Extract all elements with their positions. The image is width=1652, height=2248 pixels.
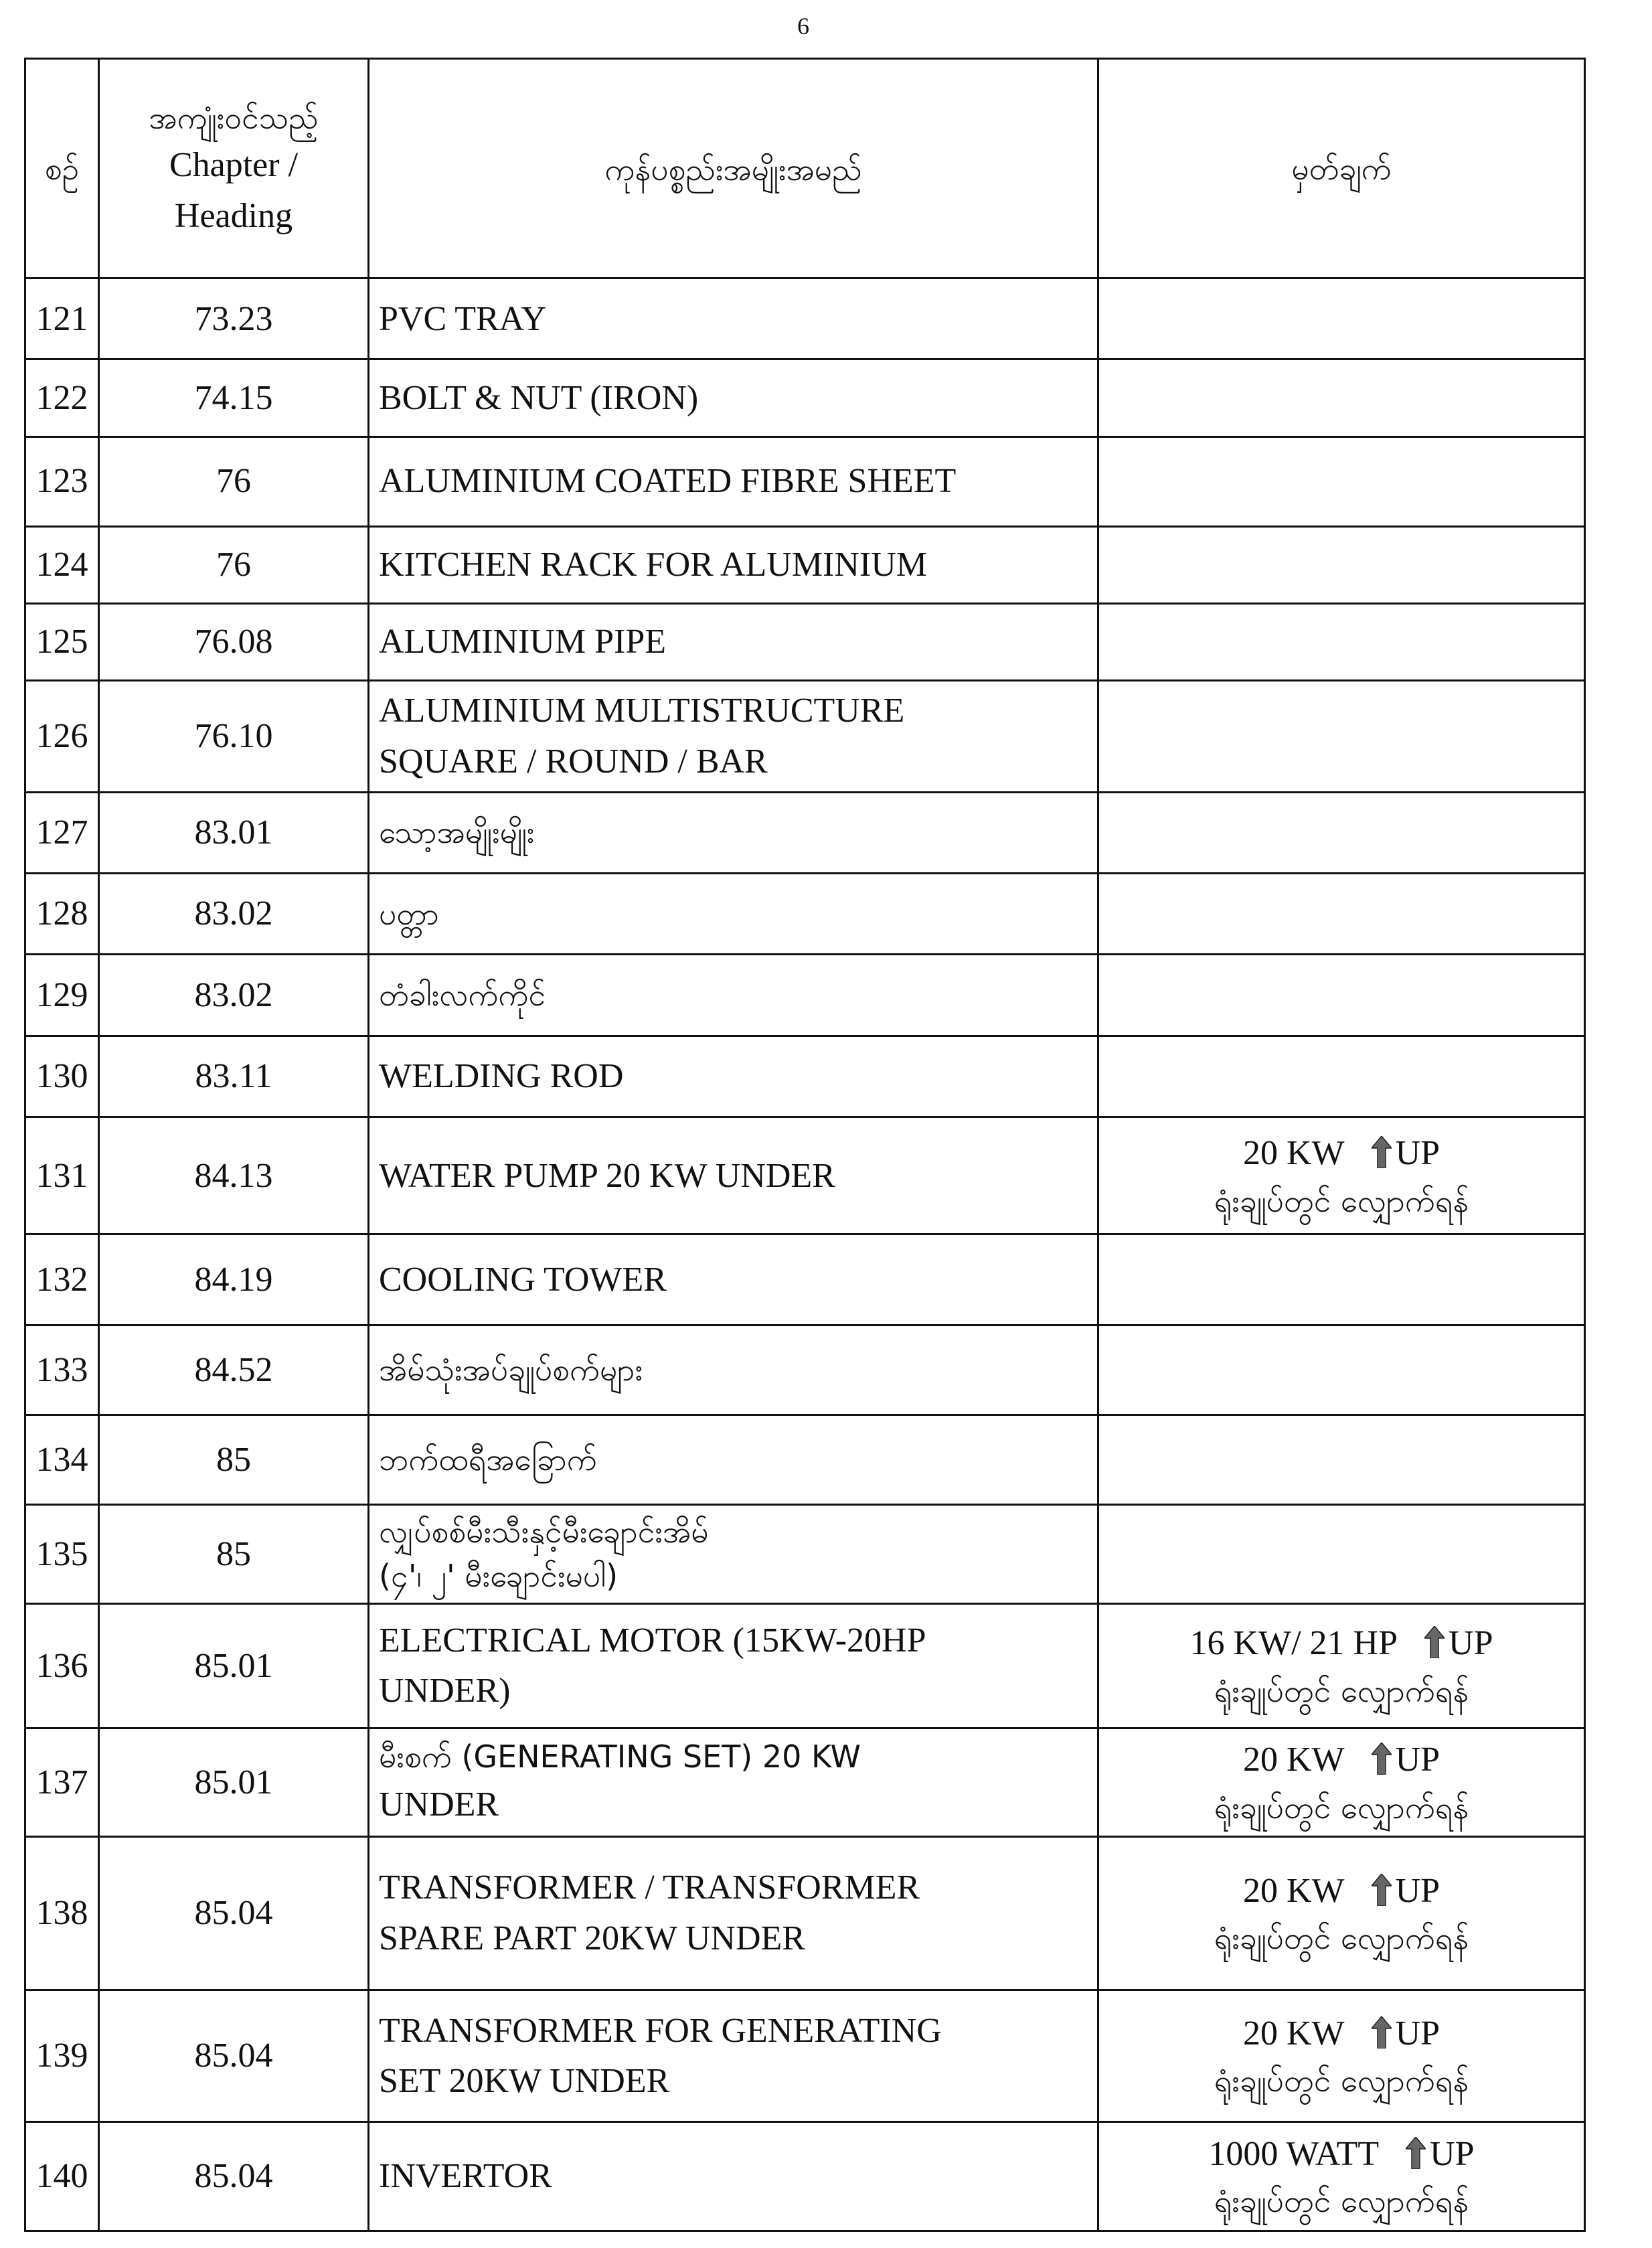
goods-name-line: ဘက်ထရီအခြောက် <box>379 1441 597 1477</box>
goods-name-cell <box>369 955 1098 1036</box>
remark-cell <box>1098 1504 1585 1604</box>
table-body <box>25 278 1585 2231</box>
header-chapter-heading: အကျုံးဝင်သည့် Chapter / Heading <box>99 59 369 278</box>
remark-up-label: UP <box>1395 1134 1440 1173</box>
goods-name-line: TRANSFORMER FOR GENERATING <box>379 2011 942 2050</box>
goods-name-cell <box>369 681 1098 793</box>
remark-note: ရုံးချုပ်တွင် လျှောက်ရန် <box>1214 1672 1469 1709</box>
goods-name-line: (၄'၊ ၂' မီးချောင်းမပါ) <box>379 1558 618 1595</box>
goods-name-cell <box>369 603 1098 680</box>
chapter-heading-cell: 83.02 <box>99 955 369 1036</box>
chapter-heading-cell: 84.52 <box>99 1326 369 1415</box>
goods-name-line: တံခါးလက်ကိုင် <box>379 977 546 1014</box>
remark-value: 20 KW <box>1242 2014 1345 2053</box>
chapter-heading-cell: 83.11 <box>99 1036 369 1117</box>
table-row <box>25 681 1585 793</box>
remark-up-label: UP <box>1395 2014 1440 2053</box>
chapter-heading-cell: 85.04 <box>99 2122 369 2231</box>
serial-number-cell: 122 <box>25 359 99 436</box>
header-serial-number: စဉ် <box>25 59 99 278</box>
remark-up-label: UP <box>1430 2135 1475 2174</box>
goods-name-cell <box>369 1234 1098 1326</box>
goods-name-cell <box>369 1326 1098 1415</box>
goods-name-line: ALUMINIUM MULTISTRUCTURE <box>379 692 905 730</box>
serial-number-cell: 124 <box>25 526 99 603</box>
remark-cell <box>1098 1990 1585 2122</box>
chapter-heading-cell: 76 <box>99 436 369 526</box>
serial-number-cell: 123 <box>25 436 99 526</box>
remark-threshold <box>1108 2129 1574 2179</box>
goods-name-line: WELDING ROD <box>379 1057 624 1096</box>
table-row <box>25 436 1585 526</box>
remark-cell <box>1098 359 1585 436</box>
table-row <box>25 603 1585 680</box>
goods-name-cell <box>369 436 1098 526</box>
table-row <box>25 955 1585 1036</box>
serial-number-cell: 121 <box>25 278 99 359</box>
goods-name-line: UNDER <box>379 1785 499 1824</box>
remark-cell <box>1098 1036 1585 1117</box>
remark-threshold <box>1108 2008 1574 2059</box>
goods-name-line: သော့အမျိုးမျိုး <box>379 814 535 851</box>
goods-name-cell <box>369 1117 1098 1234</box>
remark-cell <box>1098 526 1585 603</box>
table-row <box>25 2122 1585 2231</box>
goods-name-line: SET 20KW UNDER <box>379 2061 670 2100</box>
remark-cell <box>1098 436 1585 526</box>
table-row <box>25 1415 1585 1504</box>
remark-threshold <box>1108 1618 1574 1668</box>
remark-cell <box>1098 2122 1585 2231</box>
up-arrow-icon <box>1372 1870 1392 1902</box>
remark-cell <box>1098 1117 1585 1234</box>
remark-cell <box>1098 1415 1585 1504</box>
goods-name-line: ALUMINIUM PIPE <box>379 623 666 661</box>
remark-cell <box>1098 1604 1585 1728</box>
goods-name-line: SQUARE / ROUND / BAR <box>379 742 768 781</box>
goods-name-line: INVERTOR <box>379 2157 552 2196</box>
remark-cell <box>1098 1234 1585 1326</box>
remark-cell <box>1098 873 1585 954</box>
remark-note: ရုံးချုပ်တွင် လျှောက်ရန် <box>1214 2183 1469 2220</box>
table-row <box>25 873 1585 954</box>
chapter-heading-cell: 85 <box>99 1504 369 1604</box>
table-row <box>25 1604 1585 1728</box>
remark-value: 20 KW <box>1242 1741 1345 1779</box>
goods-name-cell <box>369 1036 1098 1117</box>
table-row <box>25 1326 1585 1415</box>
chapter-heading-cell: 85 <box>99 1415 369 1504</box>
remark-note: ရုံးချုပ်တွင် လျှောက်ရန် <box>1214 1182 1469 1219</box>
serial-number-cell: 125 <box>25 603 99 680</box>
remark-cell <box>1098 955 1585 1036</box>
remark-value: 1000 WATT <box>1208 2135 1380 2174</box>
chapter-heading-cell: 76.10 <box>99 681 369 793</box>
remark-cell <box>1098 278 1585 359</box>
table-row <box>25 1234 1585 1326</box>
table-row <box>25 1990 1585 2122</box>
goods-name-line: COOLING TOWER <box>379 1260 667 1299</box>
chapter-heading-cell: 85.04 <box>99 1837 369 1990</box>
table-row <box>25 1036 1585 1117</box>
goods-name-cell <box>369 1990 1098 2122</box>
serial-number-cell: 129 <box>25 955 99 1036</box>
goods-name-cell <box>369 1415 1098 1504</box>
up-arrow-icon <box>1372 1132 1392 1164</box>
chapter-heading-cell: 76.08 <box>99 603 369 680</box>
remark-up-label: UP <box>1395 1741 1440 1779</box>
serial-number-cell: 140 <box>25 2122 99 2231</box>
goods-name-cell <box>369 526 1098 603</box>
table-row <box>25 1504 1585 1604</box>
serial-number-cell: 139 <box>25 1990 99 2122</box>
up-arrow-icon <box>1372 1739 1392 1771</box>
remark-cell <box>1098 1326 1585 1415</box>
table-row <box>25 359 1585 436</box>
goods-name-line: အိမ်သုံးအပ်ချုပ်စက်များ <box>379 1352 643 1388</box>
serial-number-cell: 131 <box>25 1117 99 1234</box>
table-row <box>25 792 1585 873</box>
page-number: 6 <box>797 13 809 39</box>
remark-cell <box>1098 603 1585 680</box>
chapter-heading-cell: 85.04 <box>99 1990 369 2122</box>
table-row <box>25 1117 1585 1234</box>
serial-number-cell: 133 <box>25 1326 99 1415</box>
serial-number-cell: 132 <box>25 1234 99 1326</box>
serial-number-cell: 136 <box>25 1604 99 1728</box>
serial-number-cell: 128 <box>25 873 99 954</box>
remark-note: ရုံးချုပ်တွင် လျှောက်ရန် <box>1214 2063 1469 2099</box>
goods-name-line: UNDER) <box>379 1672 511 1710</box>
remark-up-label: UP <box>1449 1624 1493 1663</box>
up-arrow-icon <box>1424 1622 1444 1654</box>
chapter-heading-cell: 85.01 <box>99 1604 369 1728</box>
goods-name-line: BOLT & NUT (IRON) <box>379 378 699 417</box>
chapter-heading-cell: 84.13 <box>99 1117 369 1234</box>
remark-up-label: UP <box>1395 1871 1440 1910</box>
chapter-heading-cell: 83.02 <box>99 873 369 954</box>
goods-name-cell <box>369 1728 1098 1837</box>
remark-threshold <box>1108 1128 1574 1178</box>
remark-value: 20 KW <box>1242 1871 1345 1910</box>
remark-value: 16 KW/ 21 HP <box>1189 1624 1398 1663</box>
goods-name-line: TRANSFORMER / TRANSFORMER <box>379 1868 920 1907</box>
header-goods-name: ကုန်ပစ္စည်းအမျိုးအမည် <box>369 59 1098 278</box>
goods-name-line: ELECTRICAL MOTOR (15KW-20HP <box>379 1621 926 1660</box>
goods-name-line: SPARE PART 20KW UNDER <box>379 1919 805 1957</box>
remark-value: 20 KW <box>1242 1134 1345 1173</box>
remark-note: ရုံးချုပ်တွင် လျှောက်ရန် <box>1214 1920 1469 1957</box>
chapter-heading-cell: 76 <box>99 526 369 603</box>
goods-name-cell <box>369 1504 1098 1604</box>
serial-number-cell: 134 <box>25 1415 99 1504</box>
serial-number-cell: 130 <box>25 1036 99 1117</box>
goods-name-line: WATER PUMP 20 KW UNDER <box>379 1156 835 1195</box>
table-row <box>25 1837 1585 1990</box>
goods-name-line: PVC TRAY <box>379 299 546 338</box>
up-arrow-icon <box>1372 2012 1392 2044</box>
chapter-heading-cell: 84.19 <box>99 1234 369 1326</box>
serial-number-cell: 126 <box>25 681 99 793</box>
remark-cell <box>1098 792 1585 873</box>
goods-name-cell <box>369 2122 1098 2231</box>
up-arrow-icon <box>1406 2133 1426 2165</box>
goods-name-cell <box>369 359 1098 436</box>
goods-name-line: ပတ္တာ <box>379 895 439 932</box>
remark-threshold <box>1108 1866 1574 1916</box>
goods-name-cell <box>369 278 1098 359</box>
chapter-heading-cell: 74.15 <box>99 359 369 436</box>
header-remarks: မှတ်ချက် <box>1098 59 1585 278</box>
goods-name-line: ALUMINIUM COATED FIBRE SHEET <box>379 462 957 501</box>
goods-name-cell <box>369 792 1098 873</box>
table-header-row <box>25 59 1585 278</box>
table-row <box>25 526 1585 603</box>
remark-cell <box>1098 1728 1585 1837</box>
goods-name-cell <box>369 1604 1098 1728</box>
remark-cell <box>1098 1837 1585 1990</box>
goods-name-cell <box>369 1837 1098 1990</box>
goods-name-cell <box>369 873 1098 954</box>
remark-note: ရုံးချုပ်တွင် လျှောက်ရန် <box>1214 1789 1469 1826</box>
goods-name-line: မီးစက် (GENERATING SET) 20 KW <box>379 1739 861 1775</box>
table-row <box>25 1728 1585 1837</box>
chapter-heading-cell: 85.01 <box>99 1728 369 1837</box>
remark-threshold <box>1108 1735 1574 1785</box>
chapter-heading-cell: 73.23 <box>99 278 369 359</box>
remark-cell <box>1098 681 1585 793</box>
serial-number-cell: 137 <box>25 1728 99 1837</box>
serial-number-cell: 138 <box>25 1837 99 1990</box>
serial-number-cell: 135 <box>25 1504 99 1604</box>
table-row <box>25 278 1585 359</box>
serial-number-cell: 127 <box>25 792 99 873</box>
goods-table <box>24 58 1586 2232</box>
chapter-heading-cell: 83.01 <box>99 792 369 873</box>
goods-name-line: KITCHEN RACK FOR ALUMINIUM <box>379 545 928 584</box>
goods-name-line: လျှပ်စစ်မီးသီးနှင့်မီးချောင်းအိမ် <box>379 1513 709 1550</box>
